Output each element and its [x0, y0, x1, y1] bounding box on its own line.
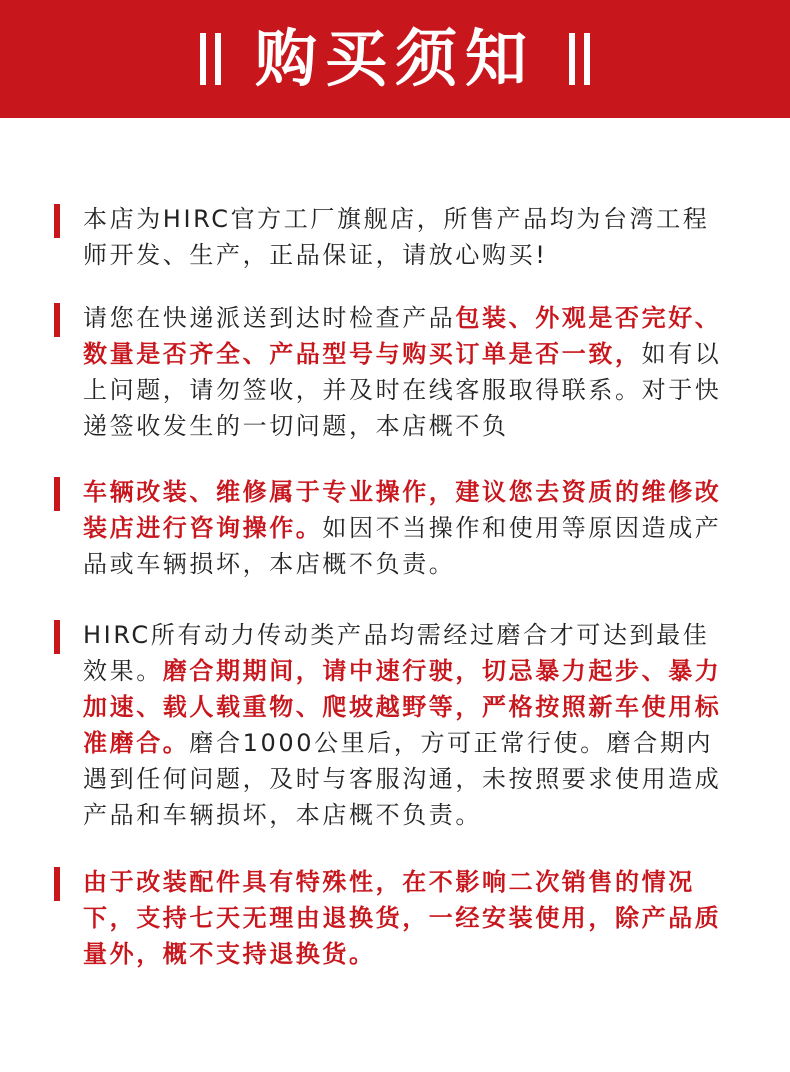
highlight-text-segment: 由于改装配件具有特殊性，在不影响二次销售的情况下，支持七天无理由退换货，一经安装使用，除产品质量外，概不支持退换货。 — [83, 868, 722, 968]
section-marker — [54, 867, 60, 901]
text-segment: 如因不当操作和使用等原因造成产品或车辆损坏，本店概不负责。 — [83, 514, 722, 578]
section-marker — [54, 303, 60, 337]
text-segment: 请您在快递派送到达时检查产品 — [83, 304, 456, 332]
text-segment: 磨合1000公里后，方可正常行使。磨合期内遇到任何问题，及时与客服沟通，未按照要求使用造成产品和车辆损坏，本店概不负责。 — [83, 729, 722, 829]
section-marker — [54, 204, 60, 238]
notice-section-authenticity — [54, 201, 734, 273]
notice-section-return-policy — [54, 864, 734, 972]
section-text — [83, 864, 734, 972]
left-double-bar-ornament — [200, 33, 221, 85]
notice-section-break-in — [54, 617, 734, 833]
section-text — [83, 474, 734, 582]
section-text — [83, 201, 734, 273]
highlight-text-segment: 包装、外观是否完好、数量是否齐全、产品型号与购买订单是否一致， — [83, 304, 722, 368]
page-title: 购买须知 — [254, 22, 535, 95]
section-marker — [54, 477, 60, 511]
notice-section-inspection — [54, 300, 734, 444]
right-double-bar-ornament — [569, 33, 590, 85]
text-segment: HIRC所有动力传动类产品均需经过磨合才可达到最佳效果。 — [83, 621, 710, 685]
section-text — [83, 617, 734, 833]
section-text — [83, 300, 734, 444]
header-title-row — [0, 0, 790, 118]
text-segment: 本店为HIRC官方工厂旗舰店，所售产品均为台湾工程师开发、生产，正品保证，请放心购买! — [83, 205, 710, 269]
notice-section-modification — [54, 474, 734, 582]
highlight-text-segment: 车辆改装、维修属于专业操作，建议您去资质的维修改装店进行咨询操作。 — [83, 478, 722, 542]
highlight-text-segment: 磨合期期间，请中速行驶，切忌暴力起步、暴力加速、载人载重物、爬坡越野等，严格按照新车使用标准磨合。 — [83, 657, 722, 757]
section-marker — [54, 620, 60, 654]
text-segment: 如有以上问题，请勿签收，并及时在线客服取得联系。对于快递签收发生的一切问题，本店概不负 — [83, 340, 722, 440]
